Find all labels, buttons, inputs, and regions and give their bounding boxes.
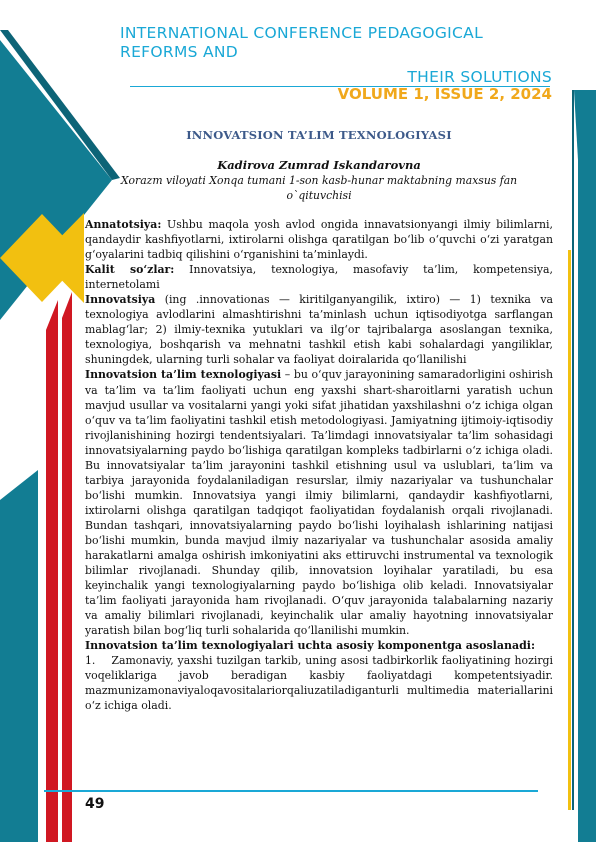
author-affiliation: Xorazm viloyati Xonqa tumani 1-son kasb-hunar maktabning maxsus fan o`qituvchisi [120, 174, 518, 202]
article-body [85, 128, 553, 714]
yellow-right-bar [568, 250, 571, 810]
page-number: 49 [85, 796, 105, 812]
red-bar-gap [58, 300, 62, 842]
article-title: INNOVATSION TA’LIM TEXNOLOGIYASI [186, 128, 452, 142]
annotation-label: Annatotsiya: [85, 218, 162, 231]
teal-right-bar [578, 160, 596, 842]
teal-bottom-left [0, 470, 38, 842]
list-item-number: 1. [85, 654, 96, 668]
annotation-text: Ushbu maqola yosh avlod ongida innavatsionyangi ilmiy bilimlarni, qandaydir kashfiyotlarni, ixtirolarni olishga qaratilgan bo‘lib o‘quvchi o‘zi yaratgan g‘oyalarini tadbiq qilishini o‘rganishini ta’minlaydi. [85, 218, 553, 262]
components-heading: Innovatsion ta’lim texnologiyalari uchta asosiy komponentga asoslanadi: [85, 639, 536, 653]
innovation-text: (ing .innovationas — kiritilganyangilik, ixtiro) — 1) texnika va texnologiya avlodlarini almashtirishni ta’minlash uchun iqtisodiyotga sarflangan mablag‘lar; 2) ilmiy-texnika yutuklari va ilg‘or tajribalarga asoslangan texnika, texnologiya, boshqarish va mehnatni tashkil etish kabi sohalardagi yangiliklar, shuningdek, ularning turli sohalar va faoliyat doiralarida qo‘llanilishi [85, 293, 553, 367]
volume-issue: VOLUME 1, ISSUE 2, 2024 [337, 85, 552, 103]
tech-text: – bu o‘quv jarayonining samaradorligini oshirish va ta’lim va ta’lim faoliyati uchun eng yaxshi shart-sharoitlarni yaratish uchun mavjud usullar va vositalarni yangi yoki sifat jihatidan yaxshilashni o‘z ichiga olgan o‘quv va ta’lim faoliyatini tashkil etish metodologiyasi. Jamiyatning ijtimoiy-iqtisodiy rivojlanishining hozirgi tendentsiyalari. Ta’limdagi innovatsiyalar ta’lim sohasidagi innovatsiyalarning paydo bo‘lishiga qaratilgan kompleks tadbirlarni o‘z ichiga oladi. Bu innovatsiyalar ta’lim jarayonini tashkil etishning usul va uslublari, ta’lim va tarbiya jarayonida foydalaniladigan resurslar, ilmiy nazariyalar va tushunchalar bo‘lishi mumkin. Innovatsiya yangi ilmiy bilimlarni, qandaydir kashfiyotlarni, ixtirolarni olishga qaratilgan tadqiqot faoliyatidan foydalanish orqali rivojlanadi. Bundan tashqari, innovatsiyalarning paydo bo‘lishi loyihalash ishlarining natijasi bo‘lishi mumkin, bunda mavjud ilmiy nazariyalar va tushunchalar asosida amaliy harakatlarni amalga oshirish imkoniyatini aks ettiruvchi instrumental va texnologik bilimlar rivojlanadi. Shunday qilib, innovatsion loyihalar yaratiladi, bu esa keyinchalik yangi texnologiyalarning paydo bo‘lishiga olib keladi. Innovatsiyalar ta’lim faoliyati jarayonida ham rivojlanadi. O‘quv jarayonida talabalarning nazariy va amaliy bilimlari rivojlanadi, keyinchalik ular amaliy hayotning innovatsiyalar yaratish bilan bog‘liq turli sohalarida qo‘llanilishi mumkin. [85, 368, 553, 638]
list-item-text: Zamonaviy, yaxshi tuzilgan tarkib, uning asosi tadbirkorlik faoliyatining hozirgi voqeliklariga javob beradigan kasbiy faoliyatdagi kompetentsiyadir. mazmunizamonaviyaloqavositalariorqaliuzatiladiganturli multimedia materiallarini o‘z ichiga oladi. [85, 654, 553, 713]
journal-title-line1: INTERNATIONAL CONFERENCE PEDAGOGICAL REFORMS AND [120, 24, 484, 61]
teal-right-thin [572, 90, 574, 810]
tech-label: Innovatsion ta’lim texnologiyasi [85, 368, 282, 382]
tech-paragraph [85, 367, 553, 638]
footer-rule [44, 790, 538, 792]
list-item [85, 653, 553, 713]
innovation-label: Innovatsiya [85, 293, 156, 307]
journal-title-line2: THEIR SOLUTIONS [407, 68, 552, 86]
red-bar-inner [62, 292, 72, 842]
innovation-paragraph [85, 292, 553, 367]
keywords-text: Innovatsiya, texnologiya, masofaviy ta’lim, kompetensiya, internetolami [85, 263, 554, 292]
teal-right-top [574, 90, 596, 160]
journal-header [120, 24, 560, 87]
keywords-paragraph [85, 262, 553, 292]
red-bar-outer [46, 300, 58, 842]
keywords-label: Kalit so‘zlar: [85, 263, 175, 277]
annotation-paragraph [85, 217, 553, 262]
author-name: Kadirova Zumrad Iskandarovna [217, 158, 421, 172]
